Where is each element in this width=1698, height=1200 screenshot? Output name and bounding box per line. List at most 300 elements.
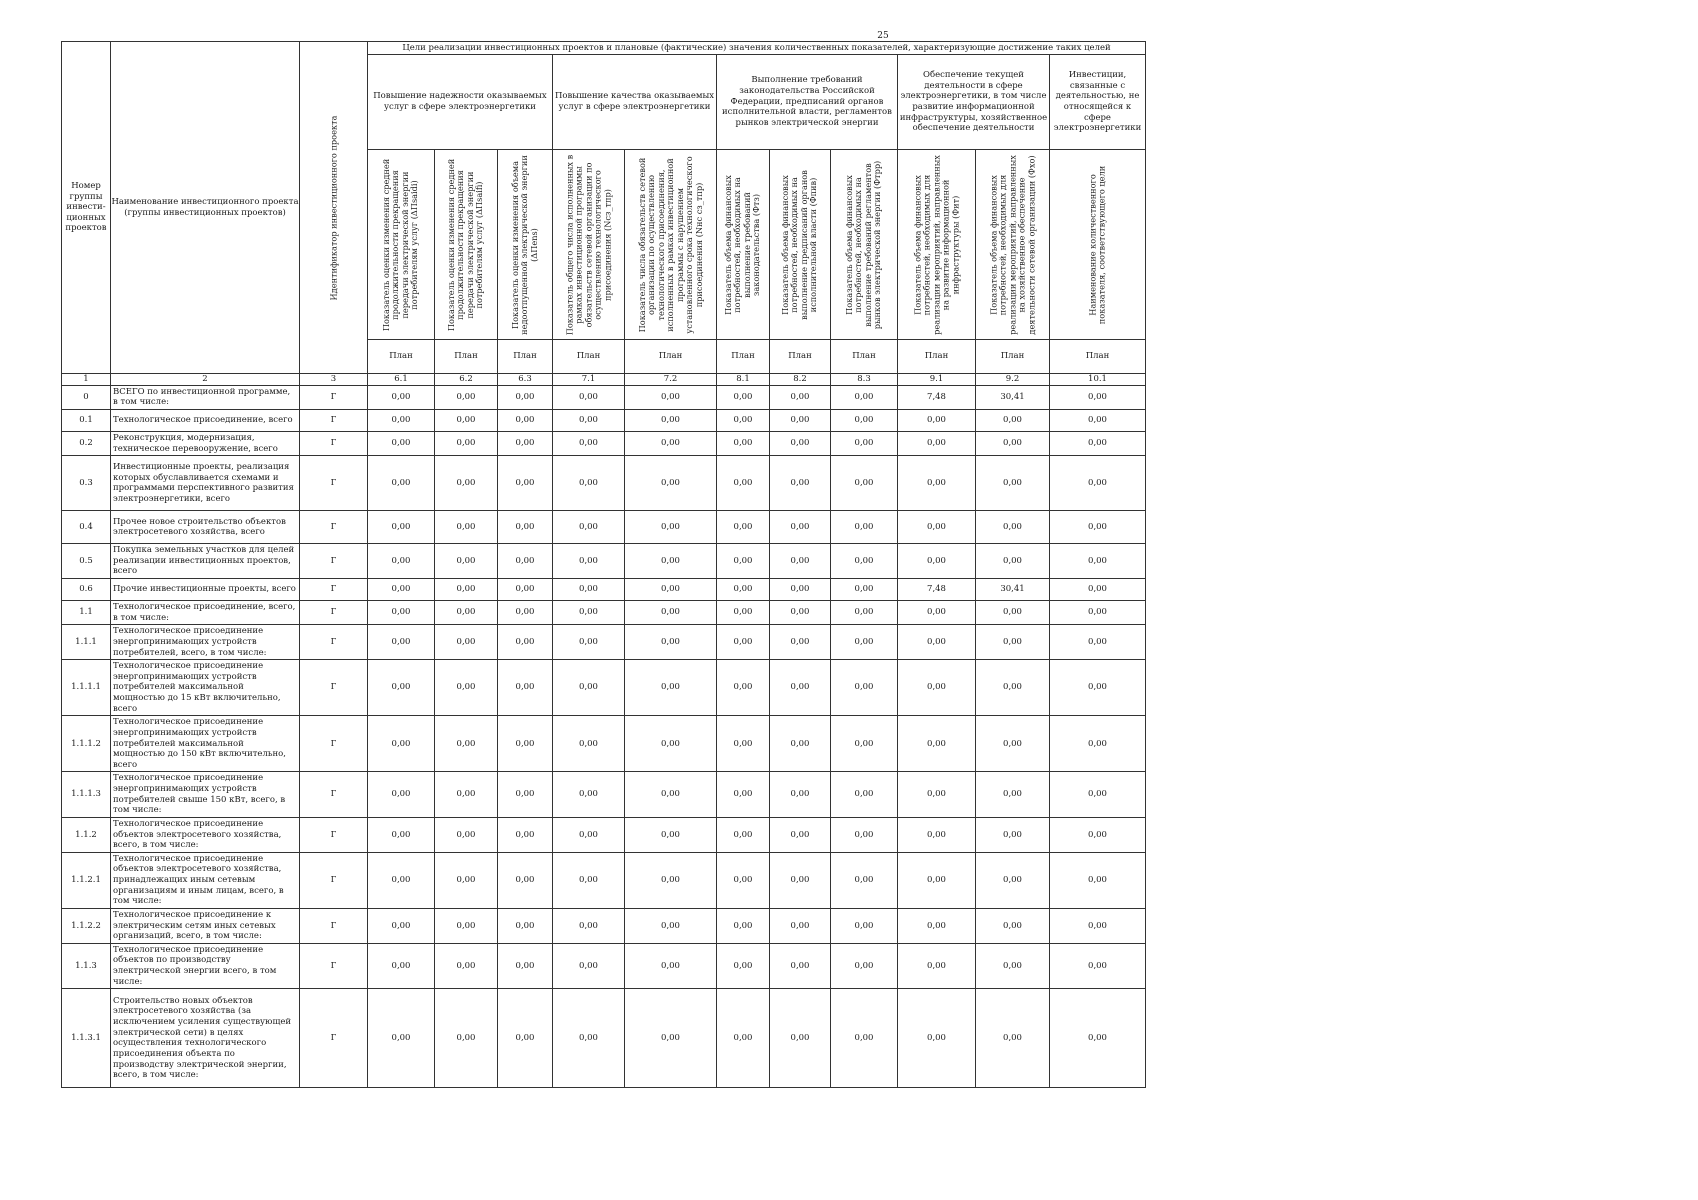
row-value: 0,00	[435, 511, 498, 544]
row-value: 0,00	[831, 660, 898, 716]
row-value: 0,00	[898, 456, 976, 511]
row-identifier: Г	[300, 908, 368, 943]
row-number: 0.2	[62, 431, 111, 455]
row-value: 0,00	[831, 908, 898, 943]
row-value: 0,00	[368, 511, 435, 544]
table-row	[62, 409, 1146, 431]
table-row	[62, 660, 1146, 716]
row-value: 0,00	[553, 579, 625, 601]
row-value: 0,00	[770, 385, 831, 409]
row-value: 0,00	[498, 579, 553, 601]
row-value: 0,00	[770, 409, 831, 431]
row-value: 0,00	[770, 544, 831, 579]
row-value: 0,00	[625, 511, 717, 544]
row-value: 0,00	[1050, 852, 1146, 908]
column-number: 10.1	[1050, 374, 1146, 386]
row-value: 0,00	[831, 989, 898, 1088]
indicator-header-8	[831, 150, 898, 340]
col-identifier-header	[300, 42, 368, 374]
row-project-name: Инвестиционные проекты, реализация которых обуславливается схемами и программами перспективного развития электроэнергетики, всего	[111, 456, 300, 511]
row-value: 0,00	[717, 385, 770, 409]
column-number: 7.1	[553, 374, 625, 386]
table-row	[62, 511, 1146, 544]
indicator-label: Наименование количественного показателя, соответствующего цели	[1087, 165, 1107, 324]
row-value: 0,00	[435, 544, 498, 579]
group-quality: Повышение качества оказываемых услуг в сфере электроэнергетики	[553, 55, 717, 150]
row-value: 0,00	[831, 716, 898, 772]
row-value: 0,00	[770, 601, 831, 625]
row-value: 0,00	[898, 511, 976, 544]
row-value: 0,00	[1050, 431, 1146, 455]
indicator-header-3	[498, 150, 553, 340]
row-value: 0,00	[625, 409, 717, 431]
row-value: 0,00	[976, 772, 1050, 818]
indicator-label: Показатель оценки изменения объема недоотпущенной электрической энергии (ΔПens)	[509, 154, 539, 335]
row-value: 0,00	[625, 601, 717, 625]
row-number: 1.1.1	[62, 625, 111, 660]
row-value: 0,00	[770, 716, 831, 772]
row-value: 0,00	[717, 579, 770, 601]
row-value: 0,00	[498, 544, 553, 579]
row-value: 0,00	[831, 456, 898, 511]
row-value: 0,00	[553, 989, 625, 1088]
row-value: 0,00	[625, 431, 717, 455]
row-value: 0,00	[717, 908, 770, 943]
page-number: 25	[877, 31, 889, 41]
row-value: 0,00	[368, 431, 435, 455]
plan-label: План	[831, 340, 898, 374]
row-value: 0,00	[368, 409, 435, 431]
row-value: 0,00	[553, 852, 625, 908]
row-value: 0,00	[625, 716, 717, 772]
row-identifier: Г	[300, 385, 368, 409]
indicator-header-5	[625, 150, 717, 340]
row-project-name: Прочее новое строительство объектов электросетевого хозяйства, всего	[111, 511, 300, 544]
table-row	[62, 625, 1146, 660]
row-value: 0,00	[625, 544, 717, 579]
row-value: 0,00	[976, 431, 1050, 455]
row-identifier: Г	[300, 511, 368, 544]
row-value: 0,00	[1050, 511, 1146, 544]
row-value: 0,00	[435, 943, 498, 989]
row-number: 0	[62, 385, 111, 409]
group-legal-requirements: Выполнение требований законодательства Российской Федерации, предписаний органов исполнительной власти, регламентов рынков электрической энергии	[717, 55, 898, 150]
goals-title: Цели реализации инвестиционных проектов и плановые (фактические) значения количественных показателей, характеризующие достижение таких целей	[368, 42, 1146, 55]
row-value: 0,00	[498, 716, 553, 772]
row-value: 0,00	[898, 660, 976, 716]
row-value: 0,00	[976, 817, 1050, 852]
plan-label: План	[498, 340, 553, 374]
column-number: 6.3	[498, 374, 553, 386]
row-identifier: Г	[300, 943, 368, 989]
plan-label: План	[625, 340, 717, 374]
indicator-label: Показатель общего числа исполненных в рамках инвестиционной программы обязательств сетевой организации по осуществлению технологического присоединения (Nсз_тпр)	[563, 154, 612, 335]
row-project-name: Прочие инвестиционные проекты, всего	[111, 579, 300, 601]
column-number: 7.2	[625, 374, 717, 386]
indicator-label: Показатель объема финансовых потребностей, необходимых на выполнение требований регламентов рынков электрической энергии (Фтрр)	[844, 160, 883, 329]
row-identifier: Г	[300, 431, 368, 455]
table-row	[62, 817, 1146, 852]
row-value: 0,00	[976, 601, 1050, 625]
row-value: 0,00	[717, 772, 770, 818]
row-value: 0,00	[368, 772, 435, 818]
row-value: 0,00	[498, 943, 553, 989]
row-value: 0,00	[553, 385, 625, 409]
row-value: 0,00	[498, 852, 553, 908]
row-number: 0.1	[62, 409, 111, 431]
row-value: 0,00	[770, 511, 831, 544]
row-value: 7,48	[898, 579, 976, 601]
row-value: 0,00	[498, 385, 553, 409]
row-value: 0,00	[553, 431, 625, 455]
indicator-header-11	[1050, 150, 1146, 340]
row-value: 30,41	[976, 385, 1050, 409]
indicator-label: Показатель оценки изменения средней продолжительности прекращения передачи электрической энергии потребителям услуг (ΔПsaidi)	[381, 158, 420, 331]
plan-label: План	[368, 340, 435, 374]
row-value: 0,00	[717, 544, 770, 579]
row-value: 0,00	[770, 852, 831, 908]
row-value: 0,00	[625, 852, 717, 908]
row-value: 0,00	[831, 772, 898, 818]
row-value: 0,00	[435, 579, 498, 601]
indicator-header-4	[553, 150, 625, 340]
row-identifier: Г	[300, 409, 368, 431]
row-value: 0,00	[625, 772, 717, 818]
group-non-energy-investments: Инвестиции, связанные с деятельностью, не относящейся к сфере электроэнергетики	[1050, 55, 1146, 150]
column-number: 9.2	[976, 374, 1050, 386]
row-value: 0,00	[898, 544, 976, 579]
indicator-header-7	[770, 150, 831, 340]
row-value: 0,00	[368, 385, 435, 409]
col-project-name-header: Наименование инвестиционного проекта (группы инвестиционных проектов)	[111, 42, 300, 374]
row-value: 0,00	[898, 716, 976, 772]
row-number: 1.1.3.1	[62, 989, 111, 1088]
row-value: 0,00	[770, 431, 831, 455]
row-identifier: Г	[300, 852, 368, 908]
row-identifier: Г	[300, 817, 368, 852]
row-value: 0,00	[625, 579, 717, 601]
row-number: 0.4	[62, 511, 111, 544]
row-identifier: Г	[300, 579, 368, 601]
row-value: 0,00	[368, 625, 435, 660]
row-value: 0,00	[435, 456, 498, 511]
row-value: 0,00	[435, 409, 498, 431]
row-value: 0,00	[553, 511, 625, 544]
row-value: 0,00	[553, 772, 625, 818]
column-number: 1	[62, 374, 111, 386]
row-value: 0,00	[898, 908, 976, 943]
row-value: 0,00	[368, 601, 435, 625]
row-value: 0,00	[1050, 409, 1146, 431]
row-project-name: Реконструкция, модернизация, техническое перевооружение, всего	[111, 431, 300, 455]
row-value: 0,00	[831, 431, 898, 455]
row-identifier: Г	[300, 544, 368, 579]
row-identifier: Г	[300, 989, 368, 1088]
row-value: 0,00	[831, 544, 898, 579]
row-value: 0,00	[435, 431, 498, 455]
row-value: 0,00	[831, 511, 898, 544]
row-value: 0,00	[717, 601, 770, 625]
indicator-label: Показатель объема финансовых потребностей, необходимых на выполнение предписаний органов исполнительной власти (Фпив)	[780, 169, 819, 320]
row-value: 0,00	[831, 852, 898, 908]
row-value: 0,00	[498, 817, 553, 852]
col-group-number-header: Номер группы инвести-ционных проектов	[62, 42, 111, 374]
row-number: 1.1.2.1	[62, 852, 111, 908]
row-value: 0,00	[1050, 716, 1146, 772]
indicator-label: Показатель объема финансовых потребностей, необходимых для реализации мероприятий, направленных на развитие информационной инфраструктуры (Фит)	[911, 154, 960, 335]
row-value: 0,00	[717, 456, 770, 511]
indicator-header-10	[976, 150, 1050, 340]
row-value: 0,00	[368, 817, 435, 852]
row-value: 0,00	[368, 579, 435, 601]
row-value: 0,00	[1050, 772, 1146, 818]
row-value: 0,00	[770, 579, 831, 601]
row-value: 0,00	[625, 625, 717, 660]
row-value: 0,00	[553, 660, 625, 716]
row-value: 0,00	[831, 409, 898, 431]
row-value: 0,00	[770, 625, 831, 660]
row-value: 0,00	[553, 625, 625, 660]
row-value: 0,00	[831, 601, 898, 625]
row-value: 0,00	[770, 908, 831, 943]
row-value: 0,00	[435, 716, 498, 772]
column-number: 2	[111, 374, 300, 386]
row-value: 0,00	[1050, 601, 1146, 625]
row-number: 0.5	[62, 544, 111, 579]
row-value: 0,00	[898, 601, 976, 625]
row-value: 0,00	[898, 989, 976, 1088]
column-number: 8.1	[717, 374, 770, 386]
row-value: 0,00	[976, 456, 1050, 511]
table-row	[62, 716, 1146, 772]
column-number: 3	[300, 374, 368, 386]
row-value: 0,00	[976, 943, 1050, 989]
row-value: 0,00	[1050, 908, 1146, 943]
row-number: 1.1	[62, 601, 111, 625]
column-number: 8.2	[770, 374, 831, 386]
row-value: 0,00	[553, 456, 625, 511]
row-value: 0,00	[435, 908, 498, 943]
column-number: 6.2	[435, 374, 498, 386]
indicator-label: Показатель оценки изменения средней продолжительности прекращения передачи электрической энергии потребителям услуг (ΔПsaifi)	[446, 158, 485, 331]
table-row	[62, 431, 1146, 455]
row-value: 0,00	[770, 660, 831, 716]
row-value: 0,00	[553, 601, 625, 625]
row-project-name: Технологическое присоединение объектов по производству электрической энергии всего, в том числе:	[111, 943, 300, 989]
row-value: 0,00	[770, 943, 831, 989]
row-number: 1.1.2	[62, 817, 111, 852]
row-identifier: Г	[300, 716, 368, 772]
row-value: 0,00	[717, 989, 770, 1088]
row-value: 0,00	[717, 409, 770, 431]
table-row	[62, 601, 1146, 625]
row-value: 0,00	[898, 943, 976, 989]
column-number: 8.3	[831, 374, 898, 386]
row-value: 0,00	[553, 817, 625, 852]
row-value: 0,00	[976, 625, 1050, 660]
row-value: 0,00	[1050, 625, 1146, 660]
indicator-label: Показатель числа обязательств сетевой организации по осуществлению технологического присоединения, исполненных в рамках инвестиционной программы с нарушением установленного срока технологического присоединения (Nнс сз_тпр)	[636, 155, 704, 334]
row-identifier: Г	[300, 772, 368, 818]
row-value: 0,00	[553, 409, 625, 431]
row-value: 0,00	[976, 511, 1050, 544]
row-project-name: Технологическое присоединение объектов электросетевого хозяйства, принадлежащих иным сетевым организациям и иным лицам, всего, в том числе:	[111, 852, 300, 908]
row-value: 0,00	[898, 431, 976, 455]
row-project-name: Покупка земельных участков для целей реализации инвестиционных проектов, всего	[111, 544, 300, 579]
row-value: 0,00	[498, 431, 553, 455]
row-value: 0,00	[368, 989, 435, 1088]
group-reliability: Повышение надежности оказываемых услуг в сфере электроэнергетики	[368, 55, 553, 150]
row-identifier: Г	[300, 456, 368, 511]
row-value: 0,00	[498, 601, 553, 625]
row-value: 7,48	[898, 385, 976, 409]
row-value: 0,00	[770, 456, 831, 511]
row-value: 0,00	[498, 772, 553, 818]
row-value: 0,00	[625, 817, 717, 852]
row-value: 0,00	[831, 385, 898, 409]
row-value: 0,00	[976, 908, 1050, 943]
row-value: 0,00	[898, 772, 976, 818]
plan-label: План	[1050, 340, 1146, 374]
row-value: 0,00	[770, 817, 831, 852]
row-value: 0,00	[770, 772, 831, 818]
row-value: 0,00	[770, 989, 831, 1088]
row-project-name: Технологическое присоединение, всего	[111, 409, 300, 431]
indicator-header-2	[435, 150, 498, 340]
row-value: 0,00	[498, 409, 553, 431]
row-value: 0,00	[1050, 579, 1146, 601]
row-value: 0,00	[498, 625, 553, 660]
row-value: 0,00	[625, 456, 717, 511]
row-value: 0,00	[498, 511, 553, 544]
row-value: 0,00	[898, 852, 976, 908]
row-value: 0,00	[435, 625, 498, 660]
plan-label: План	[898, 340, 976, 374]
row-project-name: Технологическое присоединение энергопринимающих устройств потребителей, всего, в том числе:	[111, 625, 300, 660]
row-value: 0,00	[831, 579, 898, 601]
row-value: 0,00	[625, 908, 717, 943]
col-identifier-label: Идентификатор инвестиционного проекта	[327, 115, 338, 300]
row-value: 0,00	[553, 908, 625, 943]
row-number: 0.6	[62, 579, 111, 601]
row-value: 0,00	[976, 409, 1050, 431]
row-project-name: Технологическое присоединение энергопринимающих устройств потребителей максимальной мощностью до 150 кВт включительно, всего	[111, 716, 300, 772]
row-value: 0,00	[976, 716, 1050, 772]
row-value: 0,00	[717, 716, 770, 772]
table-row	[62, 456, 1146, 511]
indicator-header-6	[717, 150, 770, 340]
row-identifier: Г	[300, 601, 368, 625]
row-project-name: Технологическое присоединение объектов электросетевого хозяйства, всего, в том числе:	[111, 817, 300, 852]
row-value: 0,00	[498, 456, 553, 511]
row-number: 0.3	[62, 456, 111, 511]
row-value: 0,00	[717, 511, 770, 544]
group-current-activity: Обеспечение текущей деятельности в сфере электроэнергетики, в том числе развитие информационной инфраструктуры, хозяйственное обеспечение деятельности	[898, 55, 1050, 150]
row-value: 0,00	[625, 660, 717, 716]
column-number: 6.1	[368, 374, 435, 386]
row-value: 0,00	[717, 660, 770, 716]
row-value: 0,00	[1050, 817, 1146, 852]
row-value: 0,00	[625, 385, 717, 409]
table-row	[62, 989, 1146, 1088]
column-number: 9.1	[898, 374, 976, 386]
row-project-name: Технологическое присоединение к электрическим сетям иных сетевых организаций, всего, в том числе:	[111, 908, 300, 943]
row-value: 0,00	[1050, 385, 1146, 409]
row-value: 0,00	[898, 625, 976, 660]
row-value: 0,00	[1050, 544, 1146, 579]
row-number: 1.1.1.2	[62, 716, 111, 772]
indicator-header-9	[898, 150, 976, 340]
row-value: 0,00	[976, 852, 1050, 908]
row-number: 1.1.3	[62, 943, 111, 989]
row-value: 0,00	[831, 943, 898, 989]
row-value: 0,00	[1050, 660, 1146, 716]
row-value: 0,00	[1050, 989, 1146, 1088]
row-value: 0,00	[435, 852, 498, 908]
row-value: 0,00	[498, 660, 553, 716]
row-number: 1.1.1.3	[62, 772, 111, 818]
plan-label: План	[435, 340, 498, 374]
table-row	[62, 772, 1146, 818]
row-value: 0,00	[435, 660, 498, 716]
table-row	[62, 908, 1146, 943]
row-value: 0,00	[717, 625, 770, 660]
row-value: 0,00	[498, 908, 553, 943]
row-number: 1.1.1.1	[62, 660, 111, 716]
investment-indicators-table	[61, 41, 1146, 1088]
row-value: 0,00	[435, 385, 498, 409]
row-project-name: ВСЕГО по инвестиционной программе, в том числе:	[111, 385, 300, 409]
row-value: 0,00	[1050, 456, 1146, 511]
row-value: 0,00	[625, 989, 717, 1088]
row-value: 0,00	[368, 716, 435, 772]
row-value: 0,00	[435, 772, 498, 818]
row-value: 30,41	[976, 579, 1050, 601]
row-value: 0,00	[553, 544, 625, 579]
indicator-header-1	[368, 150, 435, 340]
indicator-label: Показатель объема финансовых потребностей, необходимых на выполнение требований законодательства (Фтз)	[723, 174, 762, 315]
row-value: 0,00	[368, 456, 435, 511]
plan-label: План	[717, 340, 770, 374]
row-value: 0,00	[976, 989, 1050, 1088]
row-value: 0,00	[717, 852, 770, 908]
table-row	[62, 385, 1146, 409]
row-value: 0,00	[368, 544, 435, 579]
table-row	[62, 579, 1146, 601]
row-value: 0,00	[717, 431, 770, 455]
plan-label: План	[553, 340, 625, 374]
indicator-label: Показатель объема финансовых потребностей, необходимых для реализации мероприятий, направленных на хозяйственное обеспечение деятельности сетевой организации (Фхо)	[987, 154, 1036, 335]
row-value: 0,00	[898, 409, 976, 431]
row-project-name: Технологическое присоединение, всего, в том числе:	[111, 601, 300, 625]
row-value: 0,00	[498, 989, 553, 1088]
row-value: 0,00	[625, 943, 717, 989]
row-value: 0,00	[1050, 943, 1146, 989]
row-value: 0,00	[831, 625, 898, 660]
row-value: 0,00	[368, 660, 435, 716]
row-project-name: Технологическое присоединение энергопринимающих устройств потребителей максимальной мощностью до 15 кВт включительно, всего	[111, 660, 300, 716]
row-value: 0,00	[368, 852, 435, 908]
row-identifier: Г	[300, 625, 368, 660]
row-value: 0,00	[976, 660, 1050, 716]
row-identifier: Г	[300, 660, 368, 716]
plan-label: План	[976, 340, 1050, 374]
table-row	[62, 544, 1146, 579]
row-number: 1.1.2.2	[62, 908, 111, 943]
row-value: 0,00	[368, 908, 435, 943]
row-project-name: Строительство новых объектов электросетевого хозяйства (за исключением усиления существующей электрической сети) в целях осуществления технологического присоединения объекта по производству электрической энергии, всего, в том числе:	[111, 989, 300, 1088]
row-value: 0,00	[898, 817, 976, 852]
